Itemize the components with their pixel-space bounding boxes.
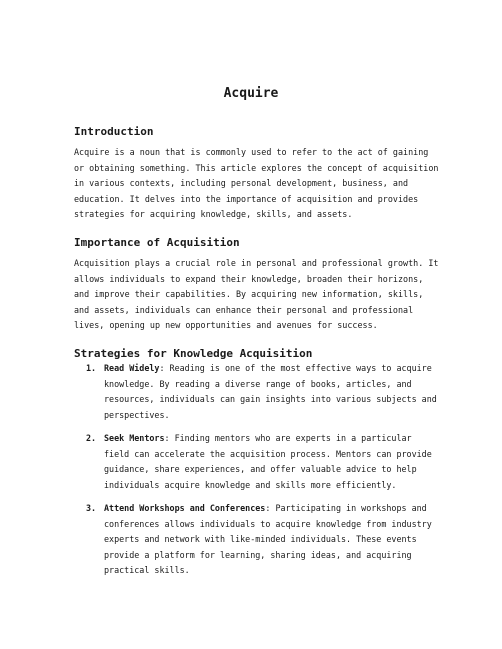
paragraph-line: lives, opening up new opportunities and avenues for success. (74, 320, 378, 330)
list-item-line: resources, individuals can gain insights into various subjects and (104, 394, 437, 404)
list-item-text: : Participating in workshops and (265, 503, 427, 513)
list-item-line: field can accelerate the acquisition process. Mentors can provide (104, 448, 432, 459)
list-item-text: : Reading is one of the most effective ways to acquire (159, 363, 432, 373)
list-item-line: guidance, share experiences, and offer valuable advice to help (104, 464, 417, 474)
paragraph-line: strategies for acquiring knowledge, skills, and assets. (74, 209, 353, 219)
strategies-list (74, 361, 437, 587)
paragraph-line: Acquire is a noun that is commonly used to refer to the act of gaining (74, 147, 429, 157)
paragraph-importance (74, 256, 439, 334)
section-heading-strategies: Strategies for Knowledge Acquisition (74, 347, 313, 360)
paragraph-line: and improve their capabilities. By acquiring new information, skills, (74, 289, 424, 299)
list-item-first-line (104, 431, 434, 447)
list-item-term: Read Widely (104, 363, 160, 373)
paragraph-introduction (74, 145, 439, 223)
list-item-term: Seek Mentors (104, 433, 165, 443)
document-title: Acquire (223, 86, 279, 101)
section-heading-importance: Importance of Acquisition (74, 236, 240, 249)
paragraph-line: Acquisition plays a crucial role in personal and professional growth. It (74, 258, 439, 268)
list-item (74, 431, 434, 493)
list-item-number: 1. (86, 363, 97, 373)
list-item (74, 361, 437, 423)
list-item-line: practical skills. (104, 565, 190, 575)
list-item-text: : Finding mentors who are experts in a particular (164, 433, 412, 443)
list-item-term: Attend Workshops and Conferences (104, 503, 266, 513)
list-item-first-line (104, 361, 434, 377)
list-item-line: provide a platform for learning, sharing ideas, and acquiring (104, 549, 412, 560)
section-heading-introduction: Introduction (74, 125, 154, 138)
list-item (74, 501, 434, 579)
list-item-line: perspectives. (104, 409, 170, 420)
paragraph-line: or obtaining something. This article explores the concept of acquisition (74, 162, 439, 173)
paragraph-line: and assets, individuals can enhance their personal and professional (74, 304, 414, 315)
list-item-first-line (104, 501, 434, 517)
paragraph-line: allows individuals to expand their knowledge, broaden their horizons, (74, 273, 424, 284)
list-item-line: individuals acquire knowledge and skills more efficiently. (104, 479, 397, 490)
list-item-line: experts and network with like-minded individuals. These events (104, 534, 417, 544)
paragraph-line: education. It delves into the importance of acquisition and provides (74, 193, 419, 204)
list-item-number: 2. (86, 433, 97, 443)
list-item-line: conferences allows individuals to acquire knowledge from industry (104, 518, 432, 529)
paragraph-line: in various contexts, including personal development, business, and (74, 178, 409, 188)
list-item-line: knowledge. By reading a diverse range of books, articles, and (104, 378, 412, 389)
list-item-number: 3. (86, 503, 97, 513)
